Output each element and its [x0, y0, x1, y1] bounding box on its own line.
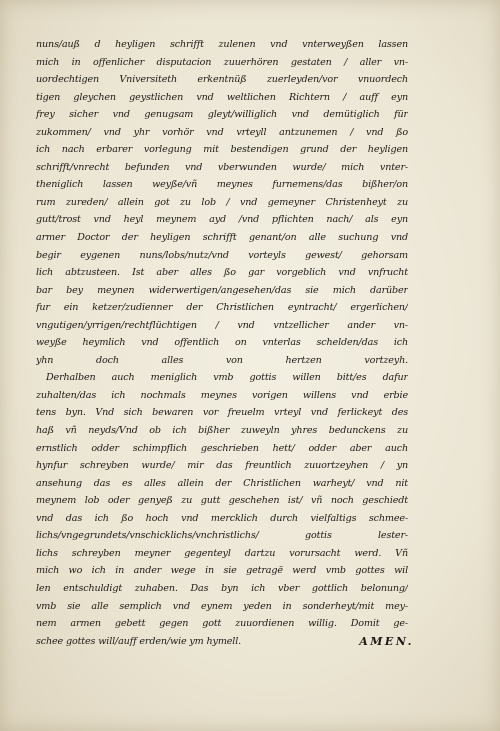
printed-text-block [36, 36, 414, 650]
text-line: zukommen/ vnd yhr vorhör vnd vrteyll antzunemen / vnd ßo [36, 126, 408, 138]
text-line: rum zureden/ allein got zu lob / vnd gemeyner Christenheyt zu [36, 196, 408, 208]
text-line: frey sicher vnd genugsam gleyt/williglich vnd demütiglich für [36, 109, 408, 121]
text-line: yhn doch alles von hertzen vortzeyh. [36, 354, 408, 366]
text-line: lichs schreyben meyner gegenteyl dartzu vorursacht werd. Vñ [36, 547, 408, 559]
text-line: ernstlich odder schimpflich geschrieben hett/ odder aber auch [36, 442, 408, 454]
text-line: fur ein ketzer/zudienner der Christlichen eyntracht/ ergerlichen/ [36, 302, 408, 314]
text-line: haß vñ neyds/Vnd ob ich bißher zuweyln yhres bedunckens zu [36, 425, 408, 437]
text-line: ich nach erbarer vorlegung mit bestendigen grund der heyligen [36, 144, 408, 156]
text-line: uordechtigen Vniversiteth erkentnüß zuerleyden/vor vnuordech [36, 74, 408, 86]
text-line: nuns/auß d heyligen schrifft zulenen vnd vnterweyßen lassen [36, 39, 408, 50]
text-line: ansehung das es alles allein der Christlichen warheyt/ vnd nit [36, 477, 408, 489]
text-line: mich in offenlicher disputacion zuuerhören gestaten / aller vn- [36, 56, 408, 68]
text-line: lich abtzusteen. Ist aber alles ßo gar vorgeblich vnd vnfrucht [36, 267, 408, 279]
text-line: nem armen gebett gegen gott zuuordienen willig. Domit ge- [36, 618, 408, 630]
text-line: theniglich lassen weyße/vñ meynes furnemens/das bißher/on [36, 179, 408, 191]
text-line: begir eygenen nuns/lobs/nutz/vnd vorteyls gewest/ gehorsam [36, 249, 408, 261]
text-line: vmb sie alle semplich vnd eynem yeden in sonderheyt/mit mey- [36, 600, 408, 612]
closing-amen: AMEN. [359, 634, 414, 648]
text-line: vnd das ich ßo hoch vnd mercklich durch vielfaltigs schmee- [36, 512, 408, 524]
text-line: hynfur schreyben wurde/ mir das freuntlich zuuortzeyhen / yn [36, 460, 408, 472]
text-line: Derhalben auch meniglich vmb gottis willen bitt/es dafur [46, 372, 408, 384]
text-line: tens byn. Vnd sich bewaren vor freuelm vrteyl vnd ferlickeyt des [36, 407, 408, 419]
text-line: lichs/vngegrundets/vnschicklichs/vnchristlichs/ gottis lester- [36, 530, 408, 542]
text-line: mich wo ich in ander wege in sie getragë werd vmb gottes wil [36, 565, 408, 577]
text-line: tigen gleychen geystlichen vnd weltlichen Richtern / auff eyn [36, 91, 408, 103]
text-line: bar bey meynen widerwertigen/angesehen/das sie mich darüber [36, 284, 408, 296]
text-line: schee gottes will/auff erden/wie ym hymell. [36, 635, 242, 647]
text-line: zuhalten/das ich nochmals meynes vorigen willens vnd erbie [36, 389, 408, 401]
text-line: vngutigen/yrrigen/rechtflüchtigen / vnd vntzellicher ander vn- [36, 319, 408, 331]
text-line: armer Doctor der heyligen schrifft genant/on alle suchung vnd [36, 232, 408, 244]
text-line: len entschuldigt zuhaben. Das byn ich vber gottlich belonung/ [36, 582, 408, 594]
text-line: meynem lob oder genyeß zu gutt geschehen ist/ vñ noch geschiedt [36, 495, 408, 507]
text-line: weyße heymlich vnd offentlich on vnterlas schelden/das ich [36, 337, 408, 349]
text-line: schrifft/vnrecht befunden vnd vberwunden wurde/ mich vnter- [36, 161, 408, 173]
text-line: gutt/trost vnd heyl meynem ayd /vnd pflichten nach/ als eyn [36, 214, 408, 226]
